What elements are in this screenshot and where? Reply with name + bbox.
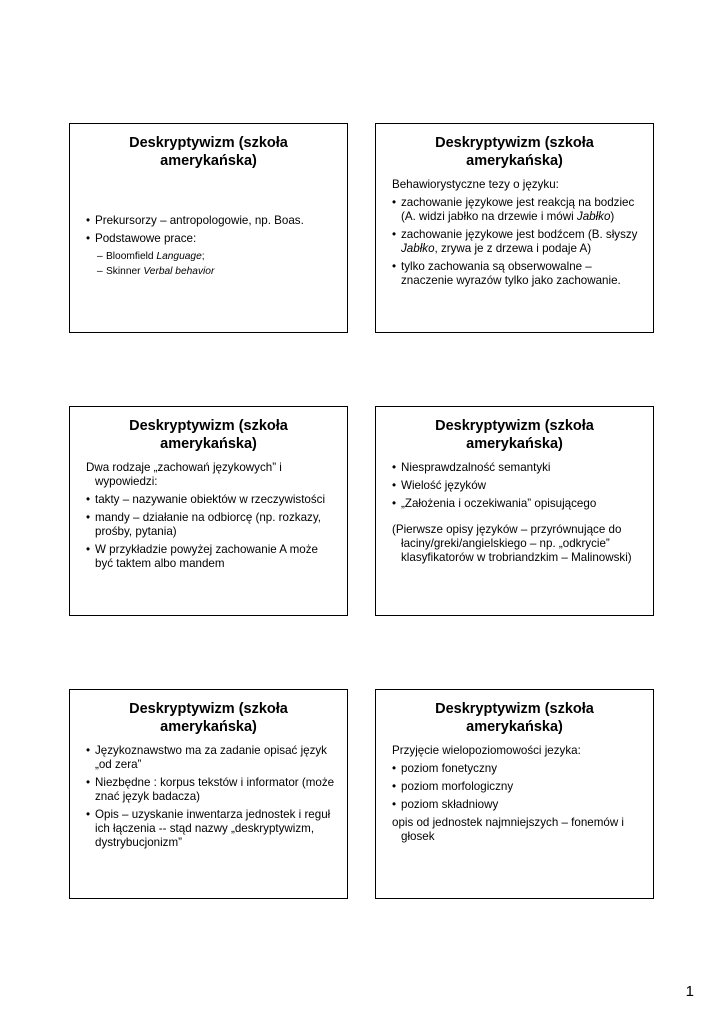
slide-body <box>86 178 337 278</box>
item-text: poziom składniowy <box>401 798 499 811</box>
item-text: Niezbędne : korpus tekstów i informator (może znać język badacza) <box>95 776 335 803</box>
slide-title: Deskryptywizm (szkoła amerykańska) <box>435 135 594 169</box>
slide-title: Deskryptywizm (szkoła amerykańska) <box>435 418 594 452</box>
bullet-item <box>392 479 643 493</box>
paragraph-item <box>392 744 643 758</box>
item-text: Językoznawstwo ma za zadanie opisać język „od zera” <box>95 744 327 771</box>
slide-body <box>392 744 643 844</box>
slide-title: Deskryptywizm (szkoła amerykańska) <box>435 701 594 735</box>
slide-body <box>392 178 643 288</box>
item-text: Prekursorzy – antropologowie, np. Boas. <box>95 214 304 227</box>
bullet-item <box>86 511 337 539</box>
item-text: zachowanie językowe jest reakcją na bodziec (A. widzi jabłko na drzewie i mówi <box>401 196 635 223</box>
item-text: Bloomfield <box>106 251 157 262</box>
bullet-item <box>86 776 337 804</box>
paragraph-item <box>86 461 337 489</box>
item-text: „Założenia i oczekiwania” opisującego <box>401 497 597 510</box>
item-text: poziom morfologiczny <box>401 780 514 793</box>
paragraph-item <box>392 816 643 844</box>
item-text: Podstawowe prace: <box>95 232 197 245</box>
sub-bullet-item <box>86 265 337 278</box>
item-text: Wielość języków <box>401 479 487 492</box>
bullet-item <box>86 232 337 246</box>
item-text: tylko zachowania są obserwowalne – znaczenie wyrazów tylko jako zachowanie. <box>401 260 621 287</box>
item-italic-text: Verbal behavior <box>143 266 215 277</box>
bullet-item <box>392 196 643 224</box>
item-text: Behawiorystyczne tezy o języku: <box>392 178 559 191</box>
slide-2 <box>375 123 654 333</box>
slide-body <box>86 461 337 571</box>
item-text-after: ; <box>201 251 205 262</box>
paragraph-item <box>392 178 643 192</box>
item-text: poziom fonetyczny <box>401 762 498 775</box>
slide-1 <box>69 123 348 333</box>
bullet-item <box>86 543 337 571</box>
page-number: 1 <box>685 983 694 1000</box>
slide-4 <box>375 406 654 616</box>
item-italic-text: Jabłko <box>576 210 611 223</box>
bullet-item <box>392 228 643 256</box>
item-text: takty – nazywanie obiektów w rzeczywistości <box>95 493 326 506</box>
item-text: Opis – uzyskanie inwentarza jednostek i reguł ich łączenia -- stąd nazwy „deskryptywizm, dystrybucjonizm” <box>95 808 331 849</box>
spacer <box>392 515 643 523</box>
bullet-item <box>392 260 643 288</box>
item-text: Dwa rodzaje „zachowań językowych” i wypowiedzi: <box>86 461 282 488</box>
slide-body <box>86 744 337 850</box>
slide-5 <box>69 689 348 899</box>
item-text-after: ) <box>610 210 615 223</box>
bullet-item <box>392 780 643 794</box>
slide-body <box>392 461 643 565</box>
item-text: opis od jednostek najmniejszych – fonemów i głosek <box>392 816 624 843</box>
slide-title: Deskryptywizm (szkoła amerykańska) <box>129 135 288 169</box>
bullet-item <box>86 493 337 507</box>
item-text-after: , zrywa je z drzewa i podaje A) <box>434 242 592 255</box>
bullet-item <box>86 214 337 228</box>
sub-bullet-item <box>86 250 337 263</box>
item-text: Niesprawdzalność semantyki <box>401 461 551 474</box>
bullet-item <box>392 798 643 812</box>
slide-3 <box>69 406 348 616</box>
item-text: (Pierwsze opisy języków – przyrównujące do łaciny/greki/angielskiego – np. „odkrycie” klasyfikatorów w trobriandzkim – Malinowski) <box>392 523 632 564</box>
item-italic-text: Jabłko <box>401 242 435 255</box>
bullet-item <box>392 762 643 776</box>
item-text: W przykładzie powyżej zachowanie A może być taktem albo mandem <box>95 543 318 570</box>
bullet-item <box>86 808 337 850</box>
item-text: Przyjęcie wielopoziomowości jezyka: <box>392 744 581 757</box>
item-text: mandy – działanie na odbiorcę (np. rozkazy, prośby, pytania) <box>95 511 321 538</box>
bullet-item <box>392 497 643 511</box>
item-text: zachowanie językowe jest bodźcem (B. słyszy <box>401 228 638 241</box>
bullet-item <box>86 744 337 772</box>
paragraph-item <box>392 523 643 565</box>
slide-title: Deskryptywizm (szkoła amerykańska) <box>129 701 288 735</box>
slide-6 <box>375 689 654 899</box>
bullet-item <box>392 461 643 475</box>
item-text: Skinner <box>106 266 144 277</box>
item-italic-text: Language <box>156 251 202 262</box>
slide-title: Deskryptywizm (szkoła amerykańska) <box>129 418 288 452</box>
spacer <box>86 178 337 214</box>
